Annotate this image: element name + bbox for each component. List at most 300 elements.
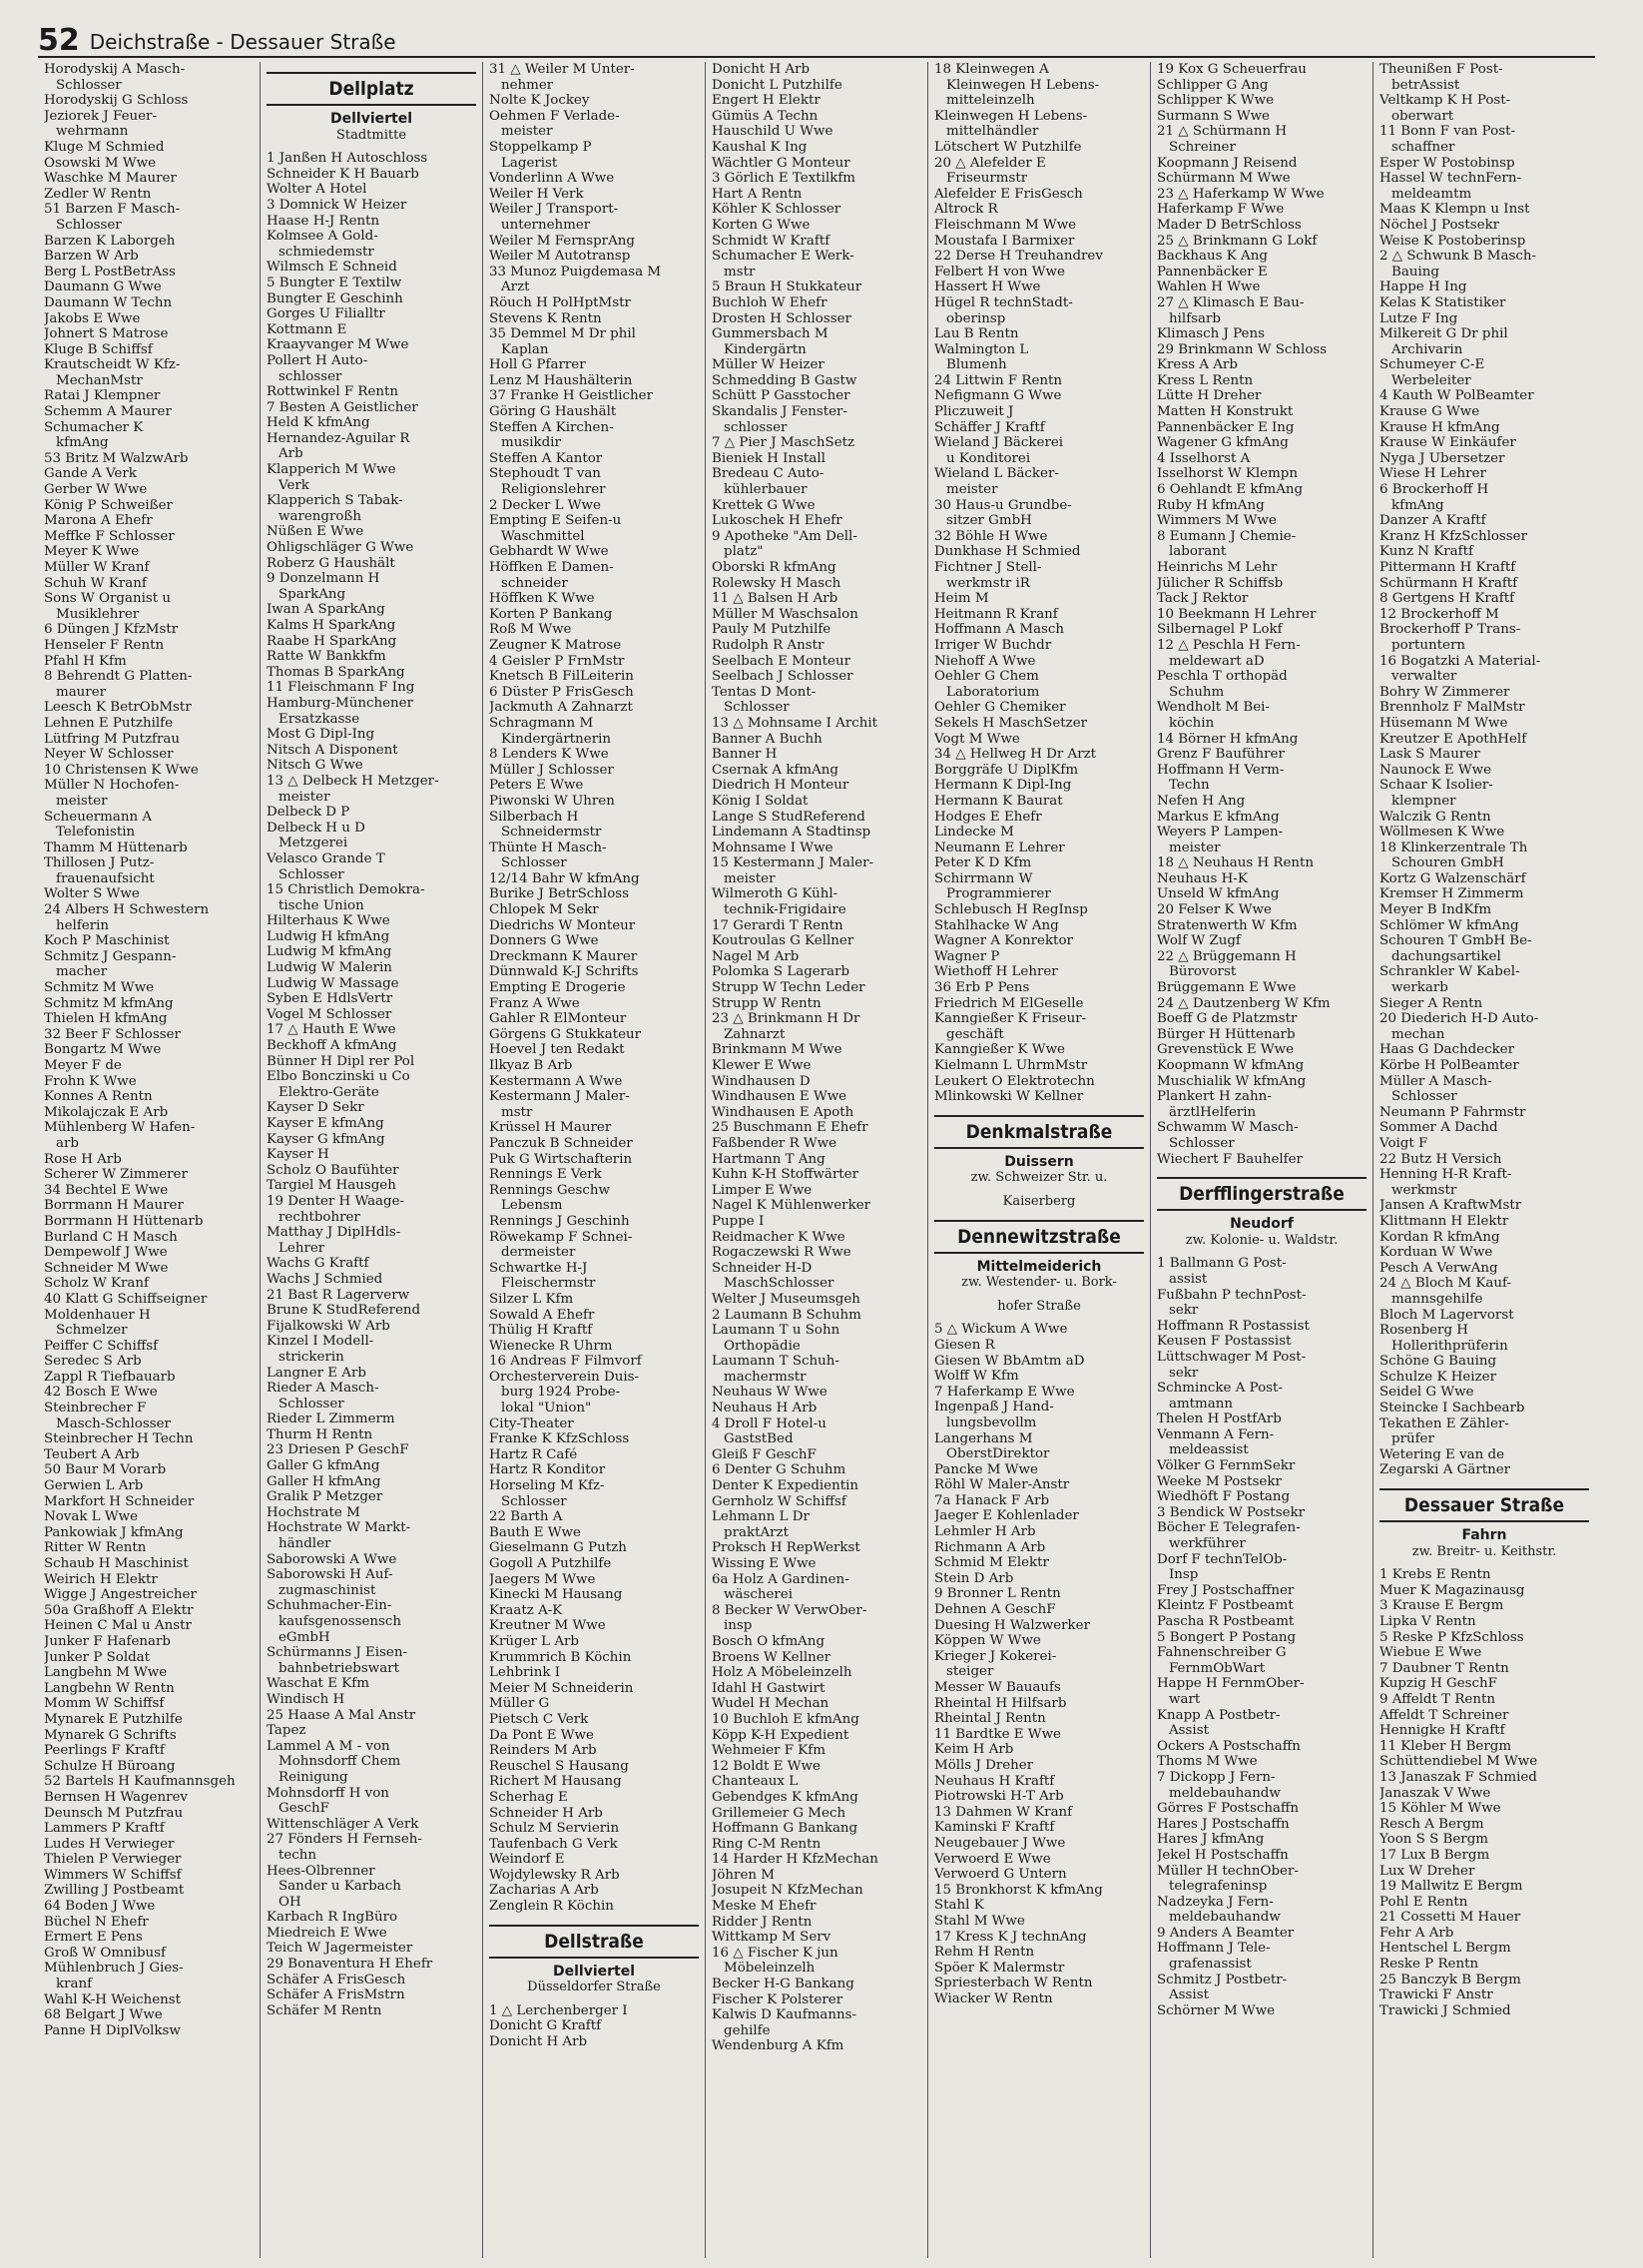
entry-line: Milkereit G Dr phil — [1379, 326, 1508, 342]
entry-line: Yoon S S Bergm — [1379, 1832, 1488, 1848]
entry-line: Silberbach H — [489, 809, 579, 825]
entry-line: meister — [724, 870, 776, 886]
entry-line: Verwoerd G Untern — [934, 1867, 1067, 1883]
entry-line: oberinsp — [946, 310, 1006, 326]
entry-line: 8 Gertgens H Kraftf — [1379, 591, 1515, 607]
entry-line: wehrmann — [56, 124, 129, 140]
entry-line: Kranz H KfzSchlosser — [1379, 528, 1527, 544]
entry-line: Fußbahn P technPost- — [1157, 1287, 1307, 1303]
entry-line: Kalwis D Kaufmanns- — [712, 2007, 857, 2023]
entry-line: Meyer B IndKfm — [1379, 902, 1492, 918]
entry-line: Saborowski A Wwe — [267, 1551, 397, 1567]
entry-line: 34 Bechtel E Wwe — [44, 1182, 169, 1198]
entry-line: köchin — [1169, 715, 1215, 731]
directory-column-6 — [1151, 62, 1373, 2258]
entry-line: 9 Bronner L Rentn — [934, 1586, 1061, 1602]
entry-line: Weiler J Transport- — [489, 202, 619, 218]
entry-line: Windhausen D — [712, 1073, 811, 1089]
entry-line: Dorf F technTelOb- — [1157, 1551, 1288, 1567]
entry-line: Csernak A kfmAng — [712, 762, 838, 778]
entry-line: Lütfring M Putzfrau — [44, 731, 180, 747]
entry-line: 2 △ Schwunk B Masch- — [1379, 249, 1537, 265]
entry-line: schmiedemstr — [278, 244, 374, 260]
entry-line: Hamburg-Münchener — [267, 695, 414, 711]
entry-line: Krummrich B Köchin — [489, 1649, 632, 1665]
entry-line: Korten G Wwe — [712, 217, 811, 233]
entry-line: 32 Beer F Schlosser — [44, 1026, 181, 1042]
entry-line: Mlinkowski W Kellner — [934, 1089, 1084, 1105]
entry-line: Delbeck D P — [267, 805, 350, 821]
entry-line: platz" — [724, 544, 764, 560]
entry-line: Panczuk B Schneider — [489, 1135, 633, 1151]
entry-line: Marona A Ehefr — [44, 513, 153, 529]
entry-line: Kindergärtn — [724, 341, 807, 357]
entry-line: Ridder J Rentn — [712, 1914, 813, 1930]
entry-line: dermeister — [501, 1245, 576, 1261]
entry-line: meldebauhandw — [1169, 1910, 1281, 1926]
entry-line: schlosser — [278, 368, 342, 384]
entry-line: 25 △ Brinkmann G Lokf — [1157, 233, 1318, 249]
entry-line: Wachs G Kraftf — [267, 1256, 369, 1272]
entry-line: Lipka V Rentn — [1379, 1614, 1476, 1629]
entry-line: assist — [1169, 1271, 1208, 1287]
entry-line: Ruby H kfmAng — [1157, 497, 1265, 513]
entry-line: Krautscheidt W Kfz- — [44, 357, 181, 373]
entry-line: Borggräfe U DiplKfm — [934, 762, 1079, 778]
entry-line: Stahl M Wwe — [934, 1913, 1025, 1929]
entry-line: klempner — [1391, 793, 1456, 809]
entry-line: Schneidermstr — [501, 825, 602, 841]
entry-line: Sander u Karbach — [278, 1879, 401, 1895]
entry-line: Lehbrink I — [489, 1665, 560, 1681]
entry-line: 8 Lenders K Wwe — [489, 747, 609, 763]
entry-line: Thurm H Rentn — [267, 1426, 373, 1442]
entry-line: Lehrer — [278, 1240, 325, 1256]
entry-line: 8 Behrendt G Platten- — [44, 669, 193, 685]
entry-line: betrAssist — [1391, 77, 1460, 93]
entry-line: GaststBed — [724, 1431, 794, 1447]
entry-line: Rogaczewski R Wwe — [712, 1245, 851, 1261]
entry-line: Tapez — [267, 1723, 306, 1739]
entry-line: Wolter A Hotel — [267, 182, 367, 198]
entry-line: Krüger L Arb — [489, 1633, 579, 1649]
entry-line: 13 Dahmen W Kranf — [934, 1804, 1073, 1820]
entry-line: Zappl R Tiefbauarb — [44, 1369, 176, 1385]
entry-line: Peerlings F Kraftf — [44, 1743, 165, 1759]
entry-line: 12/14 Bahr W kfmAng — [489, 870, 640, 886]
entry-line: Da Pont E Wwe — [489, 1727, 594, 1743]
entry-line: Kayser H — [267, 1147, 329, 1163]
entry-line: Zacharias A Arb — [489, 1883, 599, 1899]
entry-line: Hentschel L Bergm — [1379, 1941, 1511, 1957]
entry-line: Masch-Schlosser — [56, 1416, 171, 1431]
entry-line: Roberz G Haushält — [267, 555, 395, 571]
entry-line: Richmann A Arb — [934, 1539, 1046, 1555]
entry-line: 6 Düster P FrisGesch — [489, 684, 634, 700]
entry-line: Weiler H Verk — [489, 186, 584, 202]
entry-line: mstr — [501, 1104, 533, 1120]
entry-line: prüfer — [1391, 1431, 1434, 1447]
entry-line: Wehmeier F Kfm — [712, 1743, 825, 1759]
entry-line: Henseler F Rentn — [44, 637, 165, 653]
entry-line: Konnes A Rentn — [44, 1089, 153, 1105]
entry-line: Stevens K Rentn — [489, 310, 602, 326]
entry-line: Ermert E Pens — [44, 1930, 143, 1946]
directory-columns — [38, 62, 1595, 2258]
entry-line: Veltkamp K H Post- — [1379, 93, 1511, 109]
entry-line: schlosser — [724, 419, 788, 435]
entry-line: werkmstr — [1391, 1182, 1457, 1198]
entry-line: Weyers P Lampen- — [1157, 825, 1284, 841]
entry-line: Richert M Hausang — [489, 1774, 622, 1790]
entry-line: 16 Andreas F Filmvorf — [489, 1354, 642, 1370]
entry-line: Lau B Rentn — [934, 326, 1019, 342]
entry-line: macher — [56, 964, 108, 980]
entry-line: Wolf W Zugf — [1157, 933, 1241, 949]
entry-line: Spöer K Malermstr — [934, 1960, 1065, 1976]
entry-line: sekr — [1169, 1303, 1199, 1319]
entry-line: 22 Barth A — [489, 1509, 563, 1525]
entry-line: Schulz M Servierin — [489, 1821, 620, 1837]
entry-line: Krause W Einkäufer — [1379, 435, 1516, 451]
entry-line: 25 Banczyk B Bergm — [1379, 1972, 1521, 1987]
entry-line: Bürger H Hüttenarb — [1157, 1026, 1296, 1042]
entry-line: Religionslehrer — [501, 482, 606, 498]
entry-line: meldebauhandw — [1169, 1785, 1281, 1801]
entry-line: gehilfe — [724, 2022, 771, 2038]
entry-line: Kuhn K-H Stoffwärter — [712, 1167, 859, 1183]
entry-line: 36 Erb P Pens — [934, 980, 1030, 996]
entry-line: 7a Hanack F Arb — [934, 1492, 1050, 1508]
entry-line: 7 Daubner T Rentn — [1379, 1660, 1509, 1676]
entry-line: Schulze H Büroang — [44, 1758, 176, 1774]
entry-line: Rennings Geschw — [489, 1182, 610, 1198]
entry-line: Gümüs A Techn — [712, 108, 819, 124]
entry-line: Hees-Ölbrenner — [267, 1863, 375, 1879]
entry-line: 7 Dickopp J Fern- — [1157, 1769, 1276, 1785]
entry-line: 32 Böhle H Wwe — [934, 528, 1048, 544]
entry-line: Gernholz W Schiffsf — [712, 1493, 846, 1509]
entry-line: Most G Dipl-Ing — [267, 727, 375, 743]
entry-line: Kreutzer E ApothHelf — [1379, 731, 1527, 747]
entry-line: arb — [56, 1135, 79, 1151]
entry-line: Werbeleiter — [1391, 372, 1471, 388]
entry-line: Korten P Bankang — [489, 606, 613, 622]
entry-line: Plankert H zahn- — [1157, 1089, 1272, 1105]
entry-line: Schuh W Kranf — [44, 575, 147, 591]
entry-line: Heitmann R Kranf — [934, 606, 1058, 622]
entry-line: Schlosser — [1169, 1135, 1235, 1151]
entry-line: mitteleinzelh — [946, 93, 1035, 109]
entry-line: Hermann K Baurat — [934, 793, 1063, 809]
entry-line: Steffen A Kantor — [489, 450, 603, 466]
street-title: Dessauer Straße — [1379, 1488, 1589, 1522]
entry-line: Schütt P Gasstocher — [712, 388, 850, 404]
entry-line: Josupeit N KfzMechan — [712, 1883, 863, 1899]
entry-line: Thillosen J Putz- — [44, 855, 155, 871]
entry-line: Spriesterbach W Rentn — [934, 1976, 1093, 1991]
entry-line: Verk — [278, 477, 309, 493]
entry-line: Silzer L Kfm — [489, 1291, 574, 1307]
entry-line: Hoffmann A Masch — [934, 622, 1065, 638]
entry-line: Ockers A Postschaffn — [1157, 1738, 1301, 1754]
entry-line: Lüttschwager M Post- — [1157, 1349, 1307, 1365]
entry-line: Gahler R ElMonteur — [489, 1011, 627, 1027]
street-title: Dennewitzstraße — [934, 1220, 1144, 1254]
entry-line: Krause G Wwe — [1379, 404, 1480, 420]
entry-line: Ludwig W Malerin — [267, 960, 392, 976]
entry-line: Hoffmann H Verm- — [1157, 762, 1285, 778]
entry-line: Schlosser — [501, 1493, 567, 1509]
entry-line: 37 Franke H Geistlicher — [489, 388, 653, 404]
entry-line: 9 Apotheke "Am Dell- — [712, 528, 857, 544]
entry-line: Nyga J Übersetzer — [1379, 450, 1505, 466]
entry-line: Weise K Postoberinsp — [1379, 233, 1526, 249]
entry-line: Thoms M Wwe — [1157, 1754, 1258, 1770]
entry-line: Rheintal H Hilfsarb — [934, 1695, 1067, 1711]
entry-line: Gralik P Metzger — [267, 1489, 383, 1505]
entry-line: Stahl K — [934, 1898, 984, 1914]
entry-line: Heinen C Mal u Anstr — [44, 1618, 192, 1634]
entry-line: Schlosser — [56, 77, 122, 93]
entry-line: Schuhmacher-Ein- — [267, 1598, 392, 1614]
entry-line: 14 Harder H KfzMechan — [712, 1852, 878, 1868]
entry-line: Scheuermann A — [44, 809, 153, 825]
entry-line: Bungter E Geschinh — [267, 290, 403, 306]
entry-line: Markus E kfmAng — [1157, 809, 1280, 825]
entry-line: Schlosser — [501, 855, 567, 871]
entry-line: Kaushal K Ing — [712, 139, 808, 155]
entry-line: Wächtler G Monteur — [712, 155, 850, 171]
entry-line: Bosch O kfmAng — [712, 1633, 825, 1649]
entry-line: Hermann K Dipl-Ing — [934, 778, 1072, 794]
entry-line: Bredeau C Auto- — [712, 466, 824, 482]
entry-line: Müller W Heizer — [712, 357, 824, 373]
entry-line: Mynarek E Putzhilfe — [44, 1711, 183, 1727]
entry-line: meister — [56, 793, 108, 809]
entry-line: Kortz G Walzenschärf — [1379, 870, 1526, 886]
entry-line: Nüßen E Wwe — [267, 524, 364, 540]
directory-column-4 — [706, 62, 928, 2258]
entry-line: Nagel M Arb — [712, 948, 800, 964]
directory-column-3 — [483, 62, 706, 2258]
entry-line: König P Schweißer — [44, 497, 173, 513]
entry-line: Sons W Organist u — [44, 591, 171, 607]
entry-line: Telefonistin — [56, 825, 136, 841]
entry-line: Mader D BetrSchloss — [1157, 217, 1302, 233]
entry-line: Schäfer M Rentn — [267, 2002, 382, 2018]
entry-line: Krause H kfmAng — [1379, 419, 1500, 435]
entry-line: Lammel A M - von — [267, 1738, 390, 1754]
entry-line: maurer — [56, 684, 107, 700]
entry-line: Wetering E van de — [1379, 1446, 1504, 1462]
entry-line: 16 Bogatzki A Material- — [1379, 653, 1541, 669]
entry-line: Wieland L Bäcker- — [934, 466, 1059, 482]
entry-line: 24 Albers H Schwestern — [44, 902, 210, 918]
entry-line: 2 Laumann B Schuhm — [712, 1307, 861, 1323]
entry-line: Strupp W Rentn — [712, 995, 822, 1011]
entry-line: Scholz O Baufühter — [267, 1162, 399, 1178]
entry-line: 13 △ Delbeck H Metzger- — [267, 773, 439, 789]
entry-line: Strupp W Techn Leder — [712, 980, 865, 996]
entry-line: Peters E Wwe — [489, 778, 584, 794]
entry-line: Pannenbäcker E — [1157, 264, 1268, 280]
entry-line: Fehr A Arb — [1379, 1925, 1454, 1941]
entry-line: Stoppelkamp P — [489, 139, 592, 155]
entry-line: Zwilling J Postbeamt — [44, 1883, 185, 1899]
entry-line: FernmObWart — [1169, 1660, 1266, 1676]
entry-line: 10 Christensen K Wwe — [44, 762, 199, 778]
entry-line: Schmelzer — [56, 1323, 128, 1339]
entry-line: Hoffmann G Bankang — [712, 1821, 858, 1837]
entry-line: Schirrmann W — [934, 870, 1033, 886]
entry-line: Jakobs E Wwe — [44, 310, 141, 326]
entry-line: grafenassist — [1169, 1957, 1252, 1973]
entry-line: Schragmann M — [489, 715, 594, 731]
district-note: Stadtmitte — [335, 127, 407, 143]
entry-line: König I Soldat — [712, 793, 809, 809]
entry-line: Kluge B Schiffsf — [44, 341, 153, 357]
entry-line: Felbert H von Wwe — [934, 264, 1065, 280]
entry-line: Scherhag E — [489, 1789, 568, 1805]
entry-line: 19 Kox G Scheuerfrau — [1157, 62, 1307, 77]
entry-line: Rehm H Rentn — [934, 1945, 1035, 1961]
entry-line: Daumann G Wwe — [44, 280, 162, 295]
entry-line: Schäfer A FrisGesch — [267, 1972, 406, 1987]
entry-line: Welter J Museumsgeh — [712, 1291, 860, 1307]
entry-line: 1 △ Lerchenberger I — [489, 2002, 628, 2018]
entry-line: Velasco Grande T — [267, 850, 385, 866]
entry-line: Waschmittel — [501, 528, 585, 544]
entry-line: Wachs J Schmied — [267, 1271, 383, 1287]
entry-line: Steinbrecher H Techn — [44, 1431, 194, 1447]
entry-line: Klapperich M Wwe — [267, 462, 396, 478]
entry-line: Kinecki M Hausang — [489, 1587, 623, 1603]
entry-line: Neuhaus H-K — [1157, 870, 1248, 886]
entry-line: portuntern — [1391, 637, 1465, 653]
entry-line: Dünnwald K-J Schrifts — [489, 964, 639, 980]
entry-line: 20 Felser K Wwe — [1157, 902, 1272, 918]
entry-line: Schuhm — [1169, 684, 1225, 700]
entry-line: Görgens G Stukkateur — [489, 1026, 642, 1042]
entry-line: meister — [501, 124, 553, 140]
entry-line: 6 Brockerhoff H — [1379, 482, 1489, 498]
entry-line: Brinkmann M Wwe — [712, 1042, 842, 1058]
entry-line: Büchel N Ehefr — [44, 1914, 149, 1930]
entry-line: 50 Baur M Vorarb — [44, 1462, 167, 1478]
entry-line: Kraayvanger M Wwe — [267, 337, 409, 353]
entry-line: Langerhans M — [934, 1430, 1033, 1446]
entry-line: 5 Reske P KfzSchloss — [1379, 1629, 1524, 1645]
entry-line: Weirich H Elektr — [44, 1571, 158, 1587]
entry-line: Beckhoff A kfmAng — [267, 1038, 397, 1054]
entry-line: 3 Domnick W Heizer — [267, 197, 407, 213]
entry-line: Isselhorst W Klempn — [1157, 466, 1298, 482]
entry-line: Krüssel H Maurer — [489, 1120, 612, 1136]
entry-line: Schlosser — [278, 866, 344, 882]
entry-line: Langbehn M Wwe — [44, 1665, 168, 1681]
entry-line: 8 Eumann J Chemie- — [1157, 528, 1297, 544]
entry-line: Reinders M Arb — [489, 1743, 597, 1759]
entry-line: Kalms H SparkAng — [267, 618, 396, 633]
entry-line: Kestermann A Wwe — [489, 1073, 623, 1089]
entry-line: Muschialik W kfmAng — [1157, 1073, 1307, 1089]
entry-line: 19 Denter H Waage- — [267, 1193, 405, 1209]
entry-line: Schneider H-D — [712, 1260, 813, 1276]
entry-line: Walczik G Rentn — [1379, 809, 1491, 825]
entry-line: Sowald A Ehefr — [489, 1307, 595, 1323]
entry-line: 24 △ Dautzenberg W Kfm — [1157, 995, 1331, 1011]
entry-line: Schürmann M Wwe — [1157, 171, 1291, 187]
entry-line: Brune K StudReferend — [267, 1303, 421, 1319]
entry-line: Keim H Arb — [934, 1742, 1014, 1758]
entry-line: Lötschert W Putzhilfe — [934, 139, 1082, 155]
entry-line: Schumeyer C-E — [1379, 357, 1485, 373]
entry-line: 17 Lux B Bergm — [1379, 1847, 1490, 1863]
entry-line: tische Union — [278, 897, 364, 913]
entry-line: 9 Anders A Beamter — [1157, 1925, 1295, 1941]
entry-line: Meier M Schneiderin — [489, 1680, 634, 1696]
entry-line: Hochstrate M — [267, 1504, 360, 1520]
entry-line: Rennings E Verk — [489, 1167, 602, 1183]
entry-line: 5 Braun H Stukkateur — [712, 280, 862, 295]
entry-line: Kress A Arb — [1157, 357, 1238, 373]
entry-line: Wiacker W Rentn — [934, 1990, 1053, 2006]
entry-line: Hoevel J ten Redakt — [489, 1042, 625, 1058]
entry-line: Mohnsdorff H von — [267, 1785, 389, 1801]
entry-line: Pietsch C Verk — [489, 1711, 589, 1727]
entry-line: Jackmuth A Zahnarzt — [489, 700, 633, 716]
entry-line: 1 Ballmann G Post- — [1157, 1256, 1287, 1272]
entry-line: Assist — [1169, 1723, 1209, 1739]
entry-line: Banner H — [712, 747, 778, 763]
entry-line: Koutroulas G Kellner — [712, 933, 854, 949]
entry-line: 24 Littwin F Rentn — [934, 372, 1063, 388]
entry-line: 31 △ Weiler M Unter- — [489, 62, 635, 77]
entry-line: Schmitz J Gespann- — [44, 948, 177, 964]
entry-line: Scholz W Kranf — [44, 1276, 149, 1292]
entry-line: Brockerhoff P Trans- — [1379, 622, 1521, 638]
entry-line: Programmierer — [946, 886, 1051, 902]
entry-line: Teubert A Arb — [44, 1446, 140, 1462]
entry-line: Waschke M Maurer — [44, 171, 177, 187]
entry-line: Resch A Bergm — [1379, 1816, 1484, 1832]
entry-line: Oehler G Chemiker — [934, 700, 1066, 716]
entry-line: OH — [278, 1894, 301, 1910]
entry-line: Brennholz F MalMstr — [1379, 700, 1525, 716]
entry-line: 24 △ Bloch M Kauf- — [1379, 1276, 1511, 1292]
entry-line: Hennigke H Kraftf — [1379, 1723, 1505, 1739]
entry-line: Schulze K Heizer — [1379, 1369, 1496, 1385]
entry-line: 22 Derse H Treuhandrev — [934, 249, 1103, 265]
entry-line: 5 Bungter E Textilw — [267, 275, 402, 290]
entry-line: Musiklehrer — [56, 606, 140, 622]
entry-line: Theunißen F Post- — [1379, 62, 1503, 77]
entry-line: Schouren T GmbH Be- — [1379, 933, 1532, 949]
entry-line: Schreiner — [1169, 139, 1236, 155]
entry-line: 29 Brinkmann W Schloss — [1157, 341, 1328, 357]
entry-line: Wojdylewsky R Arb — [489, 1867, 620, 1883]
entry-line: werkmstr iR — [946, 575, 1030, 591]
entry-line: Köppen W Wwe — [934, 1633, 1041, 1649]
entry-line: 8 Becker W VerwOber- — [712, 1602, 867, 1618]
entry-line: Haferkamp F Wwe — [1157, 202, 1285, 218]
entry-line: Wigge J Angestreicher — [44, 1587, 197, 1603]
entry-line: Blumenh — [946, 357, 1007, 373]
entry-line: Kleinwegen H Lebens- — [946, 77, 1100, 93]
entry-line: mittelhändler — [946, 124, 1039, 140]
entry-line: Teich W Jagermeister — [267, 1941, 413, 1957]
